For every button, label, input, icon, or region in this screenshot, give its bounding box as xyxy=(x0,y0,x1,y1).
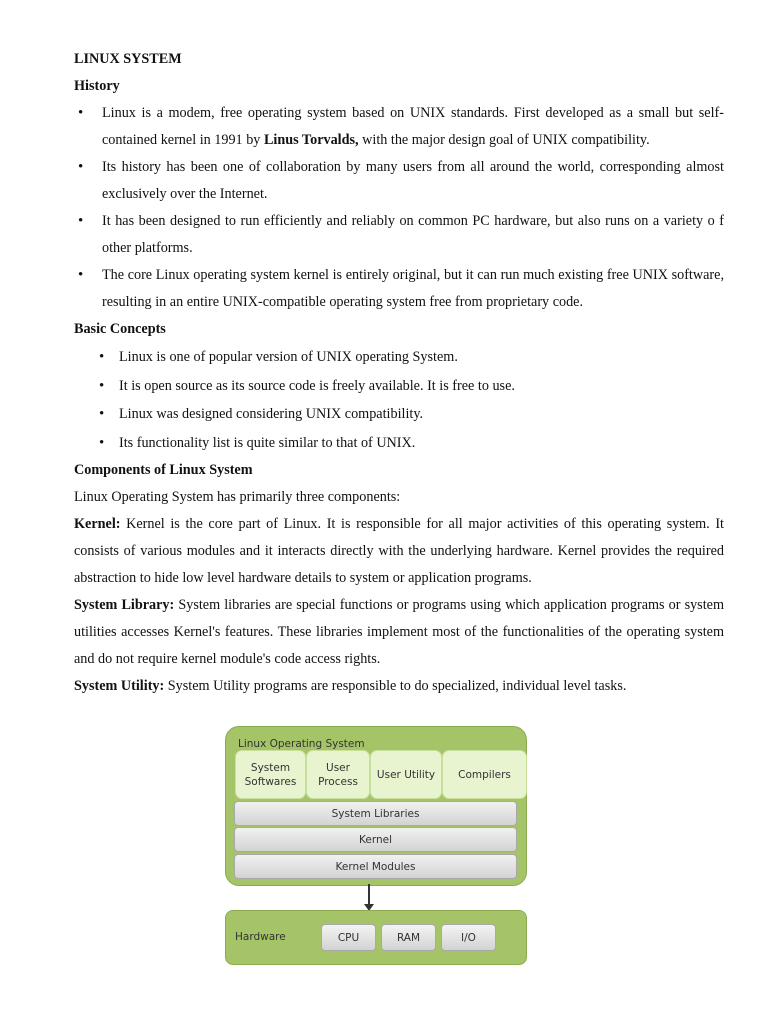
list-item: • Linux is one of popular version of UNIX operating System. xyxy=(74,343,724,372)
list-item xyxy=(74,100,724,154)
page-title: LINUX SYSTEM xyxy=(74,51,182,67)
linux-architecture-diagram xyxy=(225,726,527,966)
hardware-container xyxy=(225,910,527,965)
layer-system-libraries: System Libraries xyxy=(234,801,517,826)
os-container xyxy=(225,726,527,886)
history-bullet-text: with the major design goal of UNIX compatibility. xyxy=(358,132,650,148)
kernel-label: Kernel: xyxy=(74,516,121,532)
basic-concepts-heading: Basic Concepts xyxy=(74,321,166,337)
components-intro: Linux Operating System has primarily three components: xyxy=(74,489,401,505)
layer-kernel: Kernel xyxy=(234,827,517,852)
library-paragraph xyxy=(74,592,724,673)
list-item: • It is open source as its source code is freely available. It is free to use. xyxy=(74,372,724,401)
list-item: • The core Linux operating system kernel is entirely original, but it can run much existing free UNIX software, resulting in an entire UNIX-compatible operating system free from proprietary code. xyxy=(74,262,724,316)
author-name: Linus Torvalds, xyxy=(263,132,359,148)
hardware-cpu: CPU xyxy=(321,924,376,951)
list-item: • It has been designed to run efficiently and reliably on common PC hardware, but also runs on a variety o f other platforms. xyxy=(74,208,724,262)
list-item: • Its functionality list is quite similar to that of UNIX. xyxy=(74,429,724,458)
library-text: System libraries are special functions or programs using which application programs or system utilities accesses Kernel's features. These libraries implement most of the functionalities of the operating system and do not require kernel module's code access rights. xyxy=(74,597,724,667)
history-heading: History xyxy=(74,78,120,94)
history-bullet-text: Linux is a modem, free operating system based on UNIX standards. First developed as a small but self- contained kernel in 1991 by xyxy=(102,105,724,148)
hardware-io: I/O xyxy=(441,924,496,951)
utility-text: System Utility programs are responsible to do specialized, individual level tasks. xyxy=(164,678,627,694)
utility-label: System Utility: xyxy=(74,678,165,694)
components-heading: Components of Linux System xyxy=(74,462,253,478)
list-item: • Linux was designed considering UNIX compatibility. xyxy=(74,400,724,429)
utility-paragraph xyxy=(74,673,724,700)
library-label: System Library: xyxy=(74,597,175,613)
kernel-text: Kernel is the core part of Linux. It is responsible for all major activities of this operating system. It consists of various modules and it interacts directly with the underlying hardware. Kernel provides the required abstraction to hide low level hardware details to system or application programs. xyxy=(74,516,724,586)
list-item: • Its history has been one of collaboration by many users from all around the world, corresponding almost exclusively over the Internet. xyxy=(74,154,724,208)
kernel-paragraph xyxy=(74,511,724,592)
document-page xyxy=(74,46,724,700)
hardware-label: Hardware xyxy=(235,931,286,943)
layer-kernel-modules: Kernel Modules xyxy=(234,854,517,879)
tile-user-utility: User Utility xyxy=(370,750,442,799)
arrow-line xyxy=(368,884,370,906)
tile-compilers: Compilers xyxy=(442,750,527,799)
tile-system-softwares: System Softwares xyxy=(235,750,306,799)
hardware-ram: RAM xyxy=(381,924,436,951)
tile-user-process: User Process xyxy=(306,750,370,799)
basic-concepts-list xyxy=(74,343,724,457)
os-label: Linux Operating System xyxy=(238,738,365,750)
history-list xyxy=(74,100,724,316)
